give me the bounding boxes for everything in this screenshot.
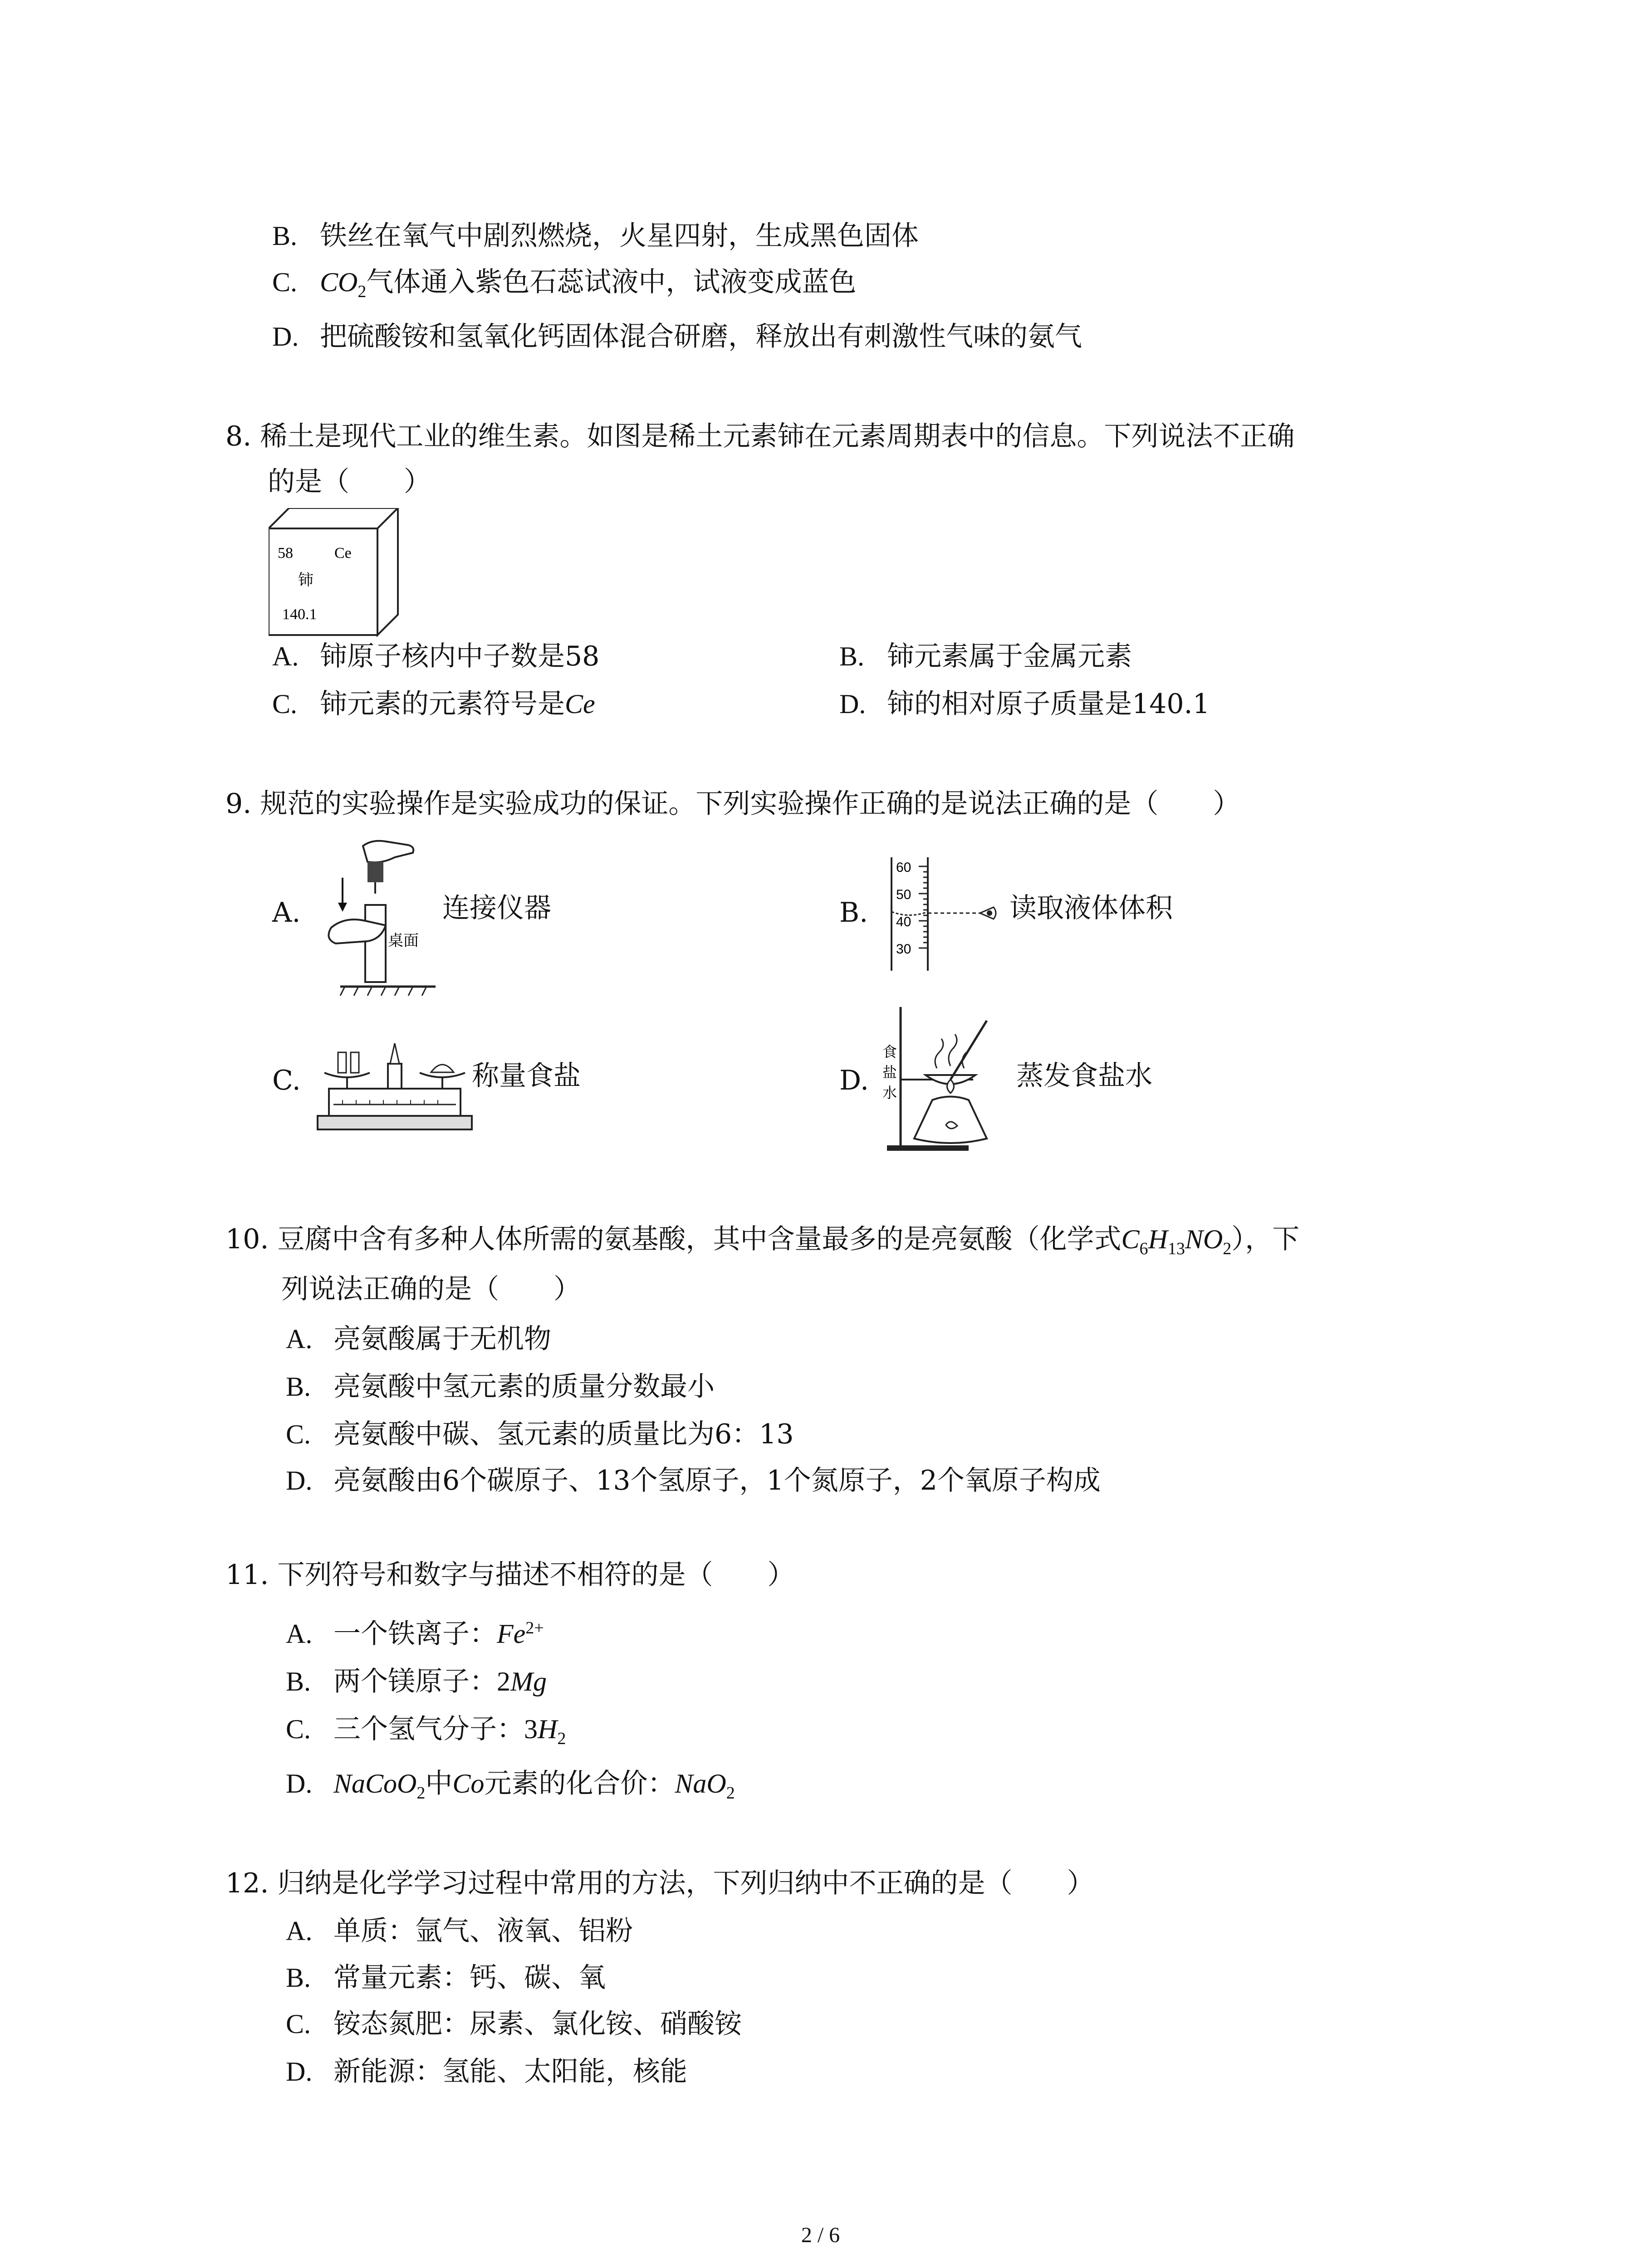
evaporation-setup-figure [882,1002,1019,1152]
q9-stem: 9. 规范的实验操作是实验成功的保证。下列实验操作正确的是说法正确的是（ ） [225,788,1240,820]
element-symbol: Ce [334,545,352,562]
q9-option-d-text: 蒸发食盐水 [1016,1060,1152,1092]
q8-stem-line2: 的是（ ） [268,466,431,498]
q9-option-b-label: B. [839,897,868,929]
q10-stem-line1: 10. 豆腐中含有多种人体所需的氨基酸，其中含量最多的是亮氨酸（化学式$C_6H_{13}NO_2$），下 [225,1223,1300,1258]
element-mass: 140.1 [282,606,317,623]
element-name: 铈 [298,571,314,589]
cylinder-tick-50: 50 [896,887,911,902]
q11-option-a: A. 一个铁离子：$Fe^{2+}$ [286,1618,544,1650]
cylinder-tick-60: 60 [896,860,911,875]
q12-option-b: B. 常量元素：钙、碳、氧 [286,1962,606,1994]
q11-option-b: B. 两个镁原子：2Mg [286,1666,547,1697]
cylinder-tick-30: 30 [896,942,911,957]
q10-option-a: A. 亮氨酸属于无机物 [286,1323,551,1355]
q8-option-b: B. 铈元素属于金属元素 [839,640,1132,672]
q9-option-b-text: 读取液体体积 [1009,892,1173,924]
q7-option-d: D. 把硫酸铵和氢氧化钙固体混合研磨，释放出有刺激性气味的氨气 [272,321,1082,352]
q10-option-c: C. 亮氨酸中碳、氢元素的质量比为6：13 [286,1418,794,1450]
periodic-table-cell-figure [269,508,405,640]
q11-option-c: C. 三个氢气分子：$3H_2$ [286,1713,566,1748]
q9-option-a-text: 连接仪器 [442,892,551,924]
q12-option-c: C. 铵态氮肥：尿素、氯化铵、硝酸铵 [286,2008,742,2040]
q8-option-a: A. 铈原子核内中子数是58 [272,640,600,672]
q12-option-d: D. 新能源：氢能、太阳能，核能 [286,2056,687,2087]
graduated-cylinder-figure [882,853,1009,975]
q8-stem-line1: 8. 稀土是现代工业的维生素。如图是稀土元素铈在元素周期表中的信息。下列说法不正确 [225,420,1295,452]
q10-option-d: D. 亮氨酸由6个碳原子、13个氢原子，1个氮原子，2个氧原子构成 [286,1465,1101,1496]
q8-option-c: C. 铈元素的元素符号是Ce [272,688,595,720]
connect-apparatus-figure [313,837,445,1005]
salt-water-label-1: 食 [882,1043,897,1061]
salt-water-label-3: 水 [882,1084,897,1101]
balance-scale-figure [315,1025,474,1134]
q10-stem-line2: 列说法正确的是（ ） [281,1273,581,1305]
cylinder-tick-40: 40 [896,914,911,929]
q9-option-a-label: A. [272,897,301,929]
q11-option-d: D. NaCoO$_2$中Co元素的化合价：NaO$_2$ [286,1768,735,1803]
q11-stem: 11. 下列符号和数字与描述不相符的是（ ） [225,1559,795,1591]
element-number: 58 [278,545,293,562]
table-surface-label: 桌面 [388,932,419,950]
q9-option-c-label: C. [272,1065,301,1096]
q12-option-a: A. 单质：氩气、液氧、铝粉 [286,1915,633,1947]
q7-option-b: B. 铁丝在氧气中剧烈燃烧，火星四射，生成黑色固体 [272,220,919,252]
page-number: 2 / 6 [801,2223,840,2247]
q10-option-b: B. 亮氨酸中氢元素的质量分数最小 [286,1371,715,1403]
q12-stem: 12. 归纳是化学学习过程中常用的方法，下列归纳中不正确的是（ ） [225,1867,1094,1899]
salt-water-label-2: 盐 [882,1064,897,1081]
q7-option-c: C. $CO_2$气体通入紫色石蕊试液中，试液变成蓝色 [272,266,857,301]
q9-option-c-text: 称量食盐 [472,1060,581,1092]
q9-option-d-label: D. [839,1065,869,1096]
q8-option-d: D. 铈的相对原子质量是140.1 [839,688,1210,720]
